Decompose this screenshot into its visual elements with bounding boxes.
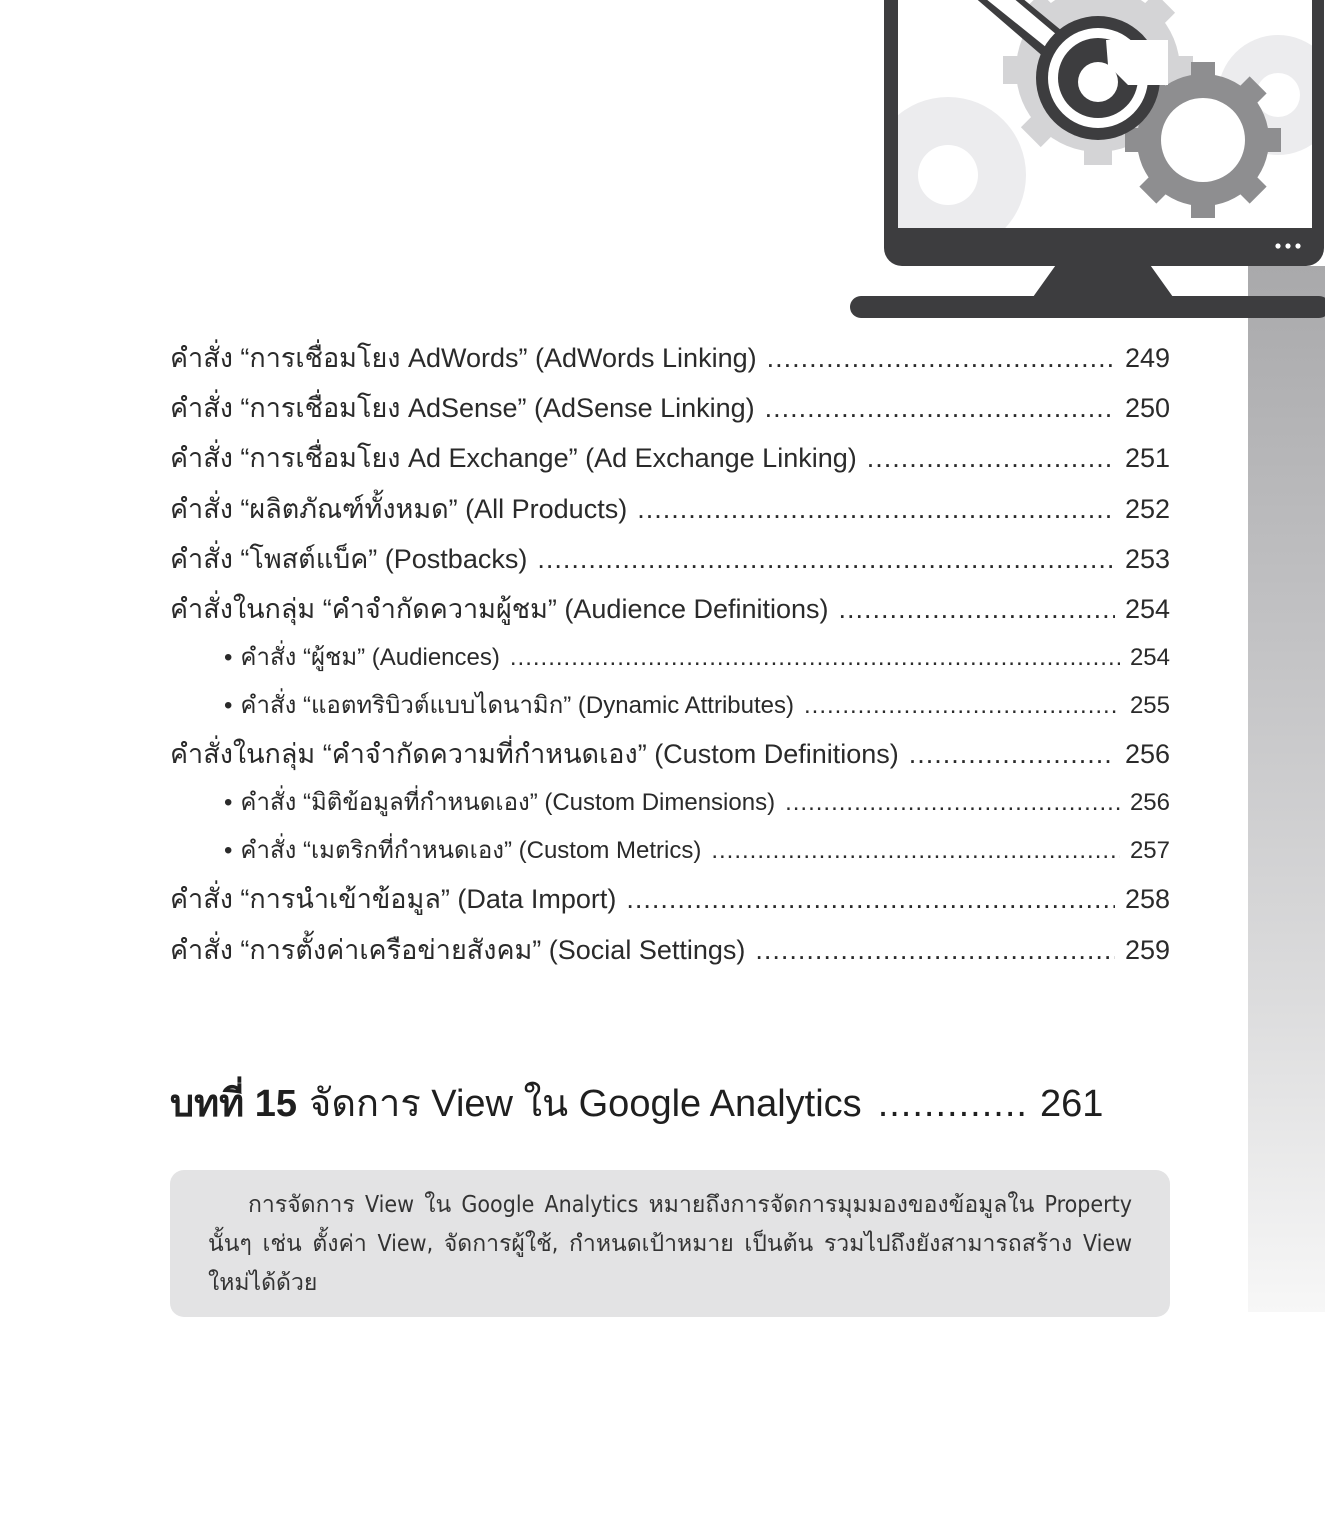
toc-entry-label: คำสั่ง “มิติข้อมูลที่กำหนดเอง” (Custom Dimensions): [240, 789, 776, 817]
toc-leader-dots: [785, 779, 1120, 826]
chapter-summary-box: [170, 1170, 1170, 1317]
chapter-heading: [170, 1072, 1170, 1132]
toc-entry: [170, 779, 1170, 827]
toc-bullet: •: [224, 644, 233, 672]
toc-entry: [170, 827, 1170, 875]
toc-leader-dots: [767, 333, 1115, 383]
toc-entry-label: คำสั่ง “ผลิตภัณฑ์ทั้งหมด” (All Products): [170, 493, 628, 524]
toc-entry: [170, 433, 1170, 483]
toc-entry-label: คำสั่ง “โพสต์แบ็ค” (Postbacks): [170, 543, 528, 574]
toc-entry: [170, 729, 1170, 779]
toc-entry: [170, 584, 1170, 634]
toc-page-number: 256: [1124, 739, 1170, 770]
toc-entry-label: คำสั่ง “แอตทริบิวต์แบบไดนามิก” (Dynamic Attributes): [240, 691, 794, 719]
toc-entry: [170, 484, 1170, 534]
toc-page-number: 255: [1129, 691, 1170, 719]
toc-page-number: 257: [1129, 836, 1170, 864]
table-of-contents: [170, 333, 1170, 975]
toc-page-number: 253: [1124, 543, 1170, 574]
toc-entry-label: คำสั่งในกลุ่ม “คำจำกัดความผู้ชม” (Audience Definitions): [170, 593, 829, 624]
toc-entry: [170, 333, 1170, 383]
chapter-leader: .............: [877, 1083, 1028, 1125]
toc-entry-label: คำสั่ง “เมตริกที่กำหนดเอง” (Custom Metrics): [240, 836, 702, 864]
toc-leader-dots: [637, 484, 1115, 534]
toc-leader-dots: [867, 433, 1115, 483]
chapter-title: จัดการ View ใน Google Analytics: [309, 1083, 862, 1125]
toc-entry-label: คำสั่ง “การเชื่อมโยง AdSense” (AdSense Linking): [170, 393, 755, 424]
toc-entry: [170, 383, 1170, 433]
toc-entry: [170, 925, 1170, 975]
toc-page-number: 251: [1124, 443, 1170, 474]
chapter-number: บทที่ 15: [170, 1083, 298, 1125]
toc-page-number: 250: [1124, 393, 1170, 424]
toc-entry-label: คำสั่งในกลุ่ม “คำจำกัดความที่กำหนดเอง” (Custom Definitions): [170, 739, 899, 770]
toc-leader-dots: [537, 534, 1115, 584]
toc-entry: [170, 634, 1170, 682]
toc-page-number: 252: [1124, 493, 1170, 524]
toc-leader-dots: [804, 682, 1120, 729]
chapter-page-number: 261: [1039, 1083, 1104, 1125]
toc-page-number: 258: [1124, 884, 1170, 915]
toc-bullet: •: [224, 789, 233, 817]
toc-leader-dots: [711, 827, 1120, 874]
chapter-summary-text: การจัดการ View ใน Google Analytics หมายถึงการจัดการมุมมองของข้อมูลใน Property นั้นๆ เช่น ตั้งค่า View, จัดการผู้ใช้, กำหนดเป้าหมาย เป็นต้น รวมไปถึงยังสามารถสร้าง View ใหม่ได้ด้วย: [208, 1192, 1132, 1296]
toc-entry-label: คำสั่ง “การนำเข้าข้อมูล” (Data Import): [170, 884, 617, 915]
toc-page-number: 254: [1129, 644, 1170, 672]
toc-leader-dots: [765, 383, 1115, 433]
toc-leader-dots: [755, 925, 1115, 975]
toc-leader-dots: [626, 874, 1115, 924]
side-band-decoration: [1248, 266, 1325, 1312]
monitor-stand-neck: [1033, 262, 1173, 297]
toc-leader-dots: [510, 634, 1120, 681]
toc-leader-dots: [909, 729, 1115, 779]
monitor-dots: [1275, 243, 1300, 248]
toc-page-number: 259: [1124, 934, 1170, 965]
toc-bullet: •: [224, 836, 233, 864]
monitor-gear-illustration: [848, 0, 1325, 320]
toc-entry: [170, 534, 1170, 584]
monitor-stand-base: [850, 296, 1325, 318]
toc-entry-label: คำสั่ง “การตั้งค่าเครือข่ายสังคม” (Social Settings): [170, 934, 746, 965]
toc-bullet: •: [224, 691, 233, 719]
toc-entry: [170, 682, 1170, 730]
toc-entry-label: คำสั่ง “การเชื่อมโยง Ad Exchange” (Ad Exchange Linking): [170, 443, 857, 474]
toc-leader-dots: [839, 584, 1115, 634]
toc-entry-label: คำสั่ง “ผู้ชม” (Audiences): [240, 644, 500, 672]
toc-entry-label: คำสั่ง “การเชื่อมโยง AdWords” (AdWords Linking): [170, 343, 757, 373]
toc-page-number: 256: [1129, 789, 1170, 817]
toc-entry: [170, 874, 1170, 924]
toc-page-number: 254: [1124, 593, 1170, 624]
toc-page-number: 249: [1124, 343, 1170, 373]
